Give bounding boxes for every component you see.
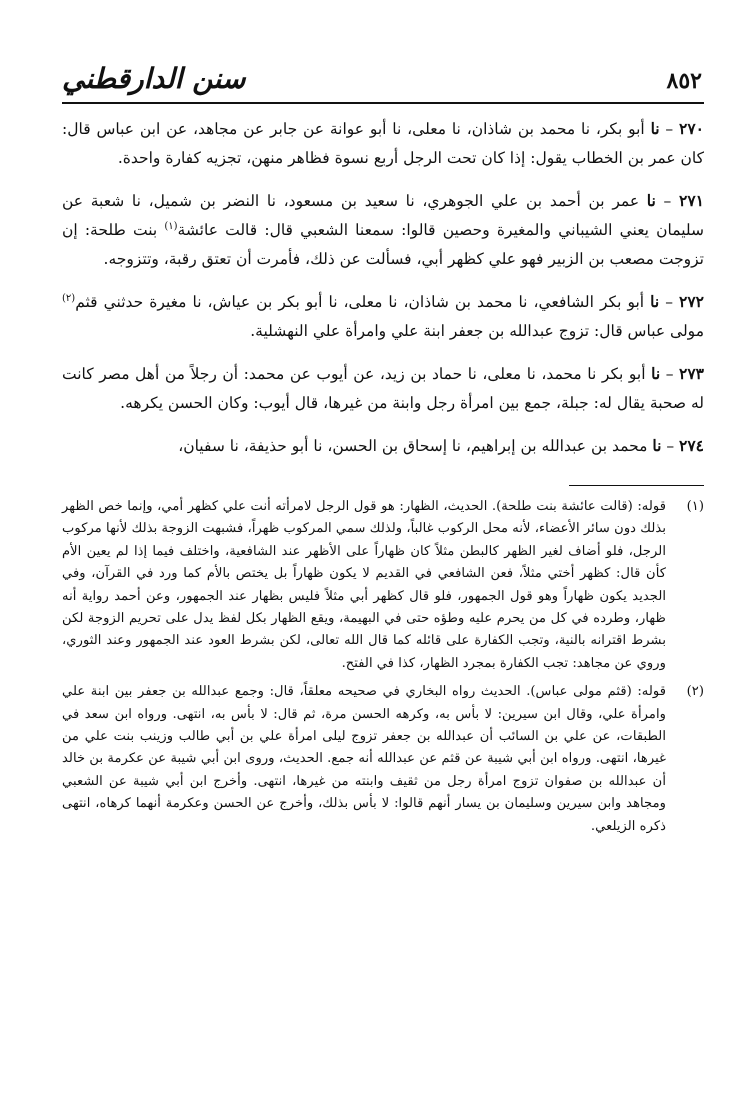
footnote-label: (١) bbox=[686, 499, 704, 514]
footnote-1 bbox=[62, 496, 704, 675]
hadith-270: ٢٧٠ – نا أبو بكر، نا محمد بن شاذان، نا معلى، نا أبو عوانة عن جابر عن مجاهد، عن ابن عباس قال: كان عمر بن الخطاب يقول: إذا كان تحت الرجل أربع نسوة فظاهر منهن، تجزيه كفارة واحدة. bbox=[62, 119, 704, 167]
hadith-274: ٢٧٤ – نا محمد بن عبدالله بن إبراهيم، نا إسحاق بن الحسن، نا أبو حذيفة، نا سفيان، bbox=[178, 436, 704, 455]
page-number: ٨٥٢ bbox=[666, 68, 702, 94]
hadith-number: ٢٧٣ bbox=[679, 364, 705, 383]
narration-marker: نا bbox=[652, 436, 662, 455]
footnote-ref: (١) bbox=[164, 220, 178, 232]
narration-marker: نا bbox=[650, 119, 660, 138]
narration-marker: نا bbox=[646, 191, 656, 210]
footnote-2 bbox=[62, 681, 704, 838]
hadith-text: بنت طلحة: إن تزوجت مصعب بن الزبير فهو علي كظهر أبي، فسألت عن ذلك، فأمرت أن تعتق رقبة، وتتزوجه. bbox=[62, 221, 704, 268]
hadith-273: ٢٧٣ – نا أبو بكر نا محمد، نا معلى، نا حماد بن زيد، عن أيوب عن محمد: أن رجلاً من أهل مصر كانت له صحبة يقال له: جبلة، جمع بين امرأة رجل وابنة من غيرها، قال أيوب: وكان الحسن يكرهه. bbox=[62, 364, 705, 412]
footnote-text: قوله: (قثم مولى عباس). الحديث رواه البخاري في صحيحه معلقاً، قال: وجمع عبدالله بن جعفر بين ابنة علي وامرأة علي، وقال ابن سيرين: لا بأس به، وكرهه الحسن مرة، ثم قال: لا بأس به، انتهى. ورواه ابن سعد في الطبقات، عن علي بن السائب أن عبدالله بن جعفر تزوج ليلى امرأة علي بن أبي طالب وزينب بنت علي من غيرها، انتهى. ورواه ابن أبي شيبة عن قثم عن عبدالله أنه جمع. الحديث، وروى ابن أبي شيبة عن عكرمة بن خالد أن عبدالله بن صفوان تزوج امرأة رجل من ثقيف وابنته من غيرها، انتهى. وأخرج ابن أبي شيبة عن الشعبي ومجاهد وابن سيرين وسليمان بن يسار أنهم قالوا: لا بأس بذلك، وأخرج عن الحسن وعكرمة أنهما كرهاه، انتهى ذكره الزيلعي. bbox=[62, 684, 666, 834]
hadith-text: محمد بن عبدالله بن إبراهيم، نا إسحاق بن الحسن، نا أبو حذيفة، نا سفيان، bbox=[178, 437, 648, 455]
hadith-number: ٢٧٢ bbox=[679, 292, 704, 311]
hadith-number: ٢٧٠ bbox=[679, 119, 704, 138]
footnotes bbox=[62, 496, 704, 838]
hadith-text: أبو بكر، نا محمد بن شاذان، نا معلى، نا أبو عوانة عن جابر عن مجاهد، عن ابن عباس قال: كان عمر بن الخطاب يقول: إذا كان تحت الرجل أربع نسوة فظاهر منهن، تجزيه كفارة واحدة. bbox=[62, 120, 704, 167]
running-title: سنن الدارقطني bbox=[62, 62, 246, 95]
hadith-272: ٢٧٢ – نا أبو بكر الشافعي، نا محمد بن شاذان، نا معلى، نا أبو بكر بن عياش، نا مغيرة حدثني قثم$^{(٢)}$ مولى عباس قال: تزوج عبدالله بن جعفر ابنة علي وامرأة علي النهشلية. bbox=[62, 292, 704, 340]
footnote-divider bbox=[569, 485, 704, 486]
hadith-text: مولى عباس قال: تزوج عبدالله بن جعفر ابنة علي وامرأة علي النهشلية. bbox=[250, 322, 704, 340]
hadith-number: ٢٧١ bbox=[679, 191, 704, 210]
footnote-text: قوله: (قالت عائشة بنت طلحة). الحديث، الظهار: هو قول الرجل لامرأته أنت علي كظهر أمي، وإنما خص الظهر بذلك دون سائر الأعضاء، لأنه محل الركوب غالباً، ولذلك سمي المركوب ظهراً، فشبهت الزوجة بذلك لأنها مركوب الرجل، فلو أضاف لغير الظهر كالبطن مثلاً كان ظهاراً على الأظهر عند الشافعية، واختلف فيما إذا لم يعين الأم كأن قال: كظهر أختي مثلاً، فعن الشافعي في القديم لا يكون ظهاراً بل يختص بالأم كما ورد في القرآن، وفي الجديد يكون ظهاراً وهو قول الجمهور، فلو قال كظهر أبي مثلاً فليس بظهار عند الجمهور، وعن أحمد رواية أنه ظهار، وطرده في كل من يحرم عليه وطؤه حتى في البهيمة، ويقع الظهار بكل لفظ يدل على تحريم الزوجة لكن بشرط اقترانه بالنية، وتجب الكفارة على قائله كما قال الله تعالى، لكن بشرط العود عند الجمهور وعند الثوري، وروي عن مجاهد: تجب الكفارة بمجرد الظهار، كذا في الفتح. bbox=[62, 499, 666, 671]
hadith-number: ٢٧٤ bbox=[679, 436, 704, 455]
narration-marker: نا bbox=[651, 364, 661, 383]
main-text bbox=[62, 114, 704, 461]
hadith-text: أبو بكر الشافعي، نا محمد بن شاذان، نا معلى، نا أبو بكر بن عياش، نا مغيرة حدثني قثم bbox=[75, 293, 645, 311]
hadith-text: أبو بكر نا محمد، نا معلى، نا حماد بن زيد، عن أيوب عن محمد: أن رجلاً من أهل مصر كانت له صحبة يقال له: جبلة، جمع بين امرأة رجل وابنة من غيرها، قال أيوب: وكان الحسن يكرهه. bbox=[62, 365, 704, 412]
page-header bbox=[62, 58, 704, 104]
narration-marker: نا bbox=[650, 292, 660, 311]
footnote-label: (٢) bbox=[686, 684, 704, 700]
book-page bbox=[62, 58, 704, 844]
hadith-271: ٢٧١ – نا عمر بن أحمد بن علي الجوهري، نا سعيد بن مسعود، نا النضر بن شميل، نا شعبة عن سليمان يعني الشيباني والمغيرة وحصين قالوا: سمعنا الشعبي قال: قالت عائشة$^{(١)}$ بنت طلحة: إن تزوجت مصعب بن الزبير فهو علي كظهر أبي، فسألت عن ذلك، فأمرت أن تعتق رقبة، وتتزوجه. bbox=[62, 191, 704, 268]
hadith-text: عمر بن أحمد بن علي الجوهري، نا سعيد بن مسعود، نا النضر بن شميل، نا شعبة عن سليمان يعني الشيباني والمغيرة وحصين قالوا: سمعنا الشعبي قال: قالت عائشة bbox=[62, 192, 704, 239]
footnote-ref: (٢) bbox=[62, 292, 76, 304]
